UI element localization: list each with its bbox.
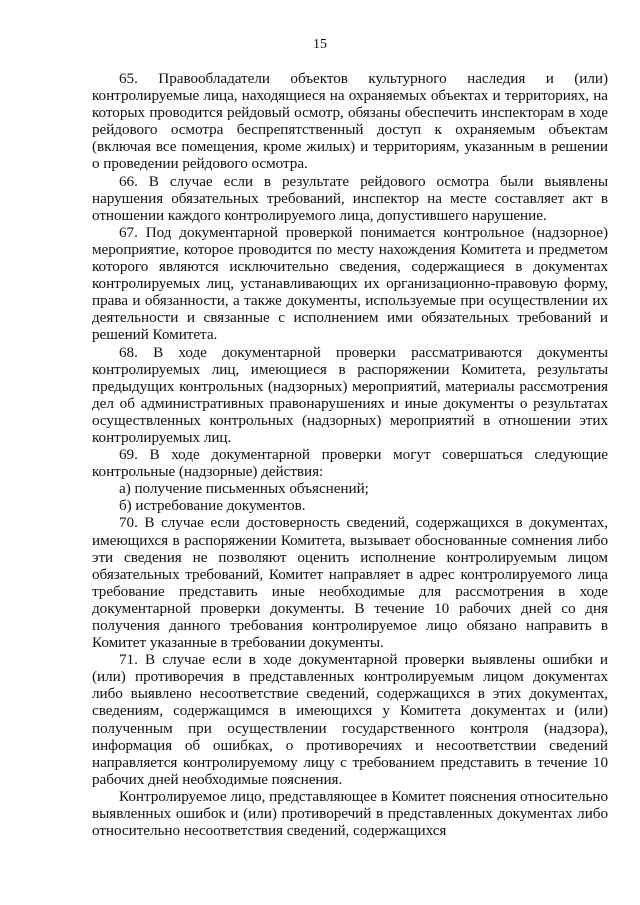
list-item-a: а) получение письменных объяснений; <box>119 480 369 498</box>
document-body <box>92 70 608 839</box>
paragraph-65: 65. Правообладатели объектов культурного наследия и (или) контролируемые лица, находящиеся на охраняемых объектах и территориях, на которых проводится рейдовый осмотр, обязаны обеспечить инспекторам в ходе рейдового осмотра беспрепятственный доступ к охраняемым объектам (включая все помещения, кроме жилых) и территориям, указанным в решении о проведении рейдового осмотра. <box>92 70 608 173</box>
paragraph-71: 71. В случае если в ходе документарной проверки выявлены ошибки и (или) противоречия в представленных контролируемым лицом документах либо выявлено несоответствие сведений, содержащихся в этих документах, сведениям, содержащимся в имеющихся у Комитета документах и (или) полученным при осуществлении государственного контроля (надзора), информация об ошибках, о противоречиях и несоответствии сведений направляется контролируемому лицу с требованием представить в течение 10 рабочих дней необходимые пояснения. <box>92 651 608 788</box>
paragraph-66: 66. В случае если в результате рейдового осмотра были выявлены нарушения обязательных требований, инспектор на месте составляет акт в отношении каждого контролируемого лица, допустившего нарушение. <box>92 172 608 224</box>
paragraph-67: 67. Под документарной проверкой понимается контрольное (надзорное) мероприятие, которое проводится по месту нахождения Комитета и предметом которого являются исключительно сведения, содержащиеся в документах контролируемых лиц, устанавливающих их организационно-правовую форму, права и обязанности, а также документы, используемые при осуществлении их деятельности и связанные с исполнением ими обязательных требований и решений Комитета. <box>92 223 608 344</box>
paragraph-69: 69. В ходе документарной проверки могут совершаться следующие контрольные (надзорные) действия: <box>92 446 608 481</box>
paragraph-68: 68. В ходе документарной проверки рассматриваются документы контролируемых лиц, имеющиеся в распоряжении Комитета, результаты предыдущих контрольных (надзорных) мероприятий, материалы рассмотрения дел об административных правонарушениях и иные документы о результатах осуществленных контрольных (надзорных) мероприятий в отношении этих контролируемых лиц. <box>92 343 608 446</box>
paragraph-70: 70. В случае если достоверность сведений, содержащихся в документах, имеющихся в распоряжении Комитета, вызывает обоснованные сомнения либо эти сведения не позволяют оценить исполнение контролируемым лицом обязательных требований, Комитет направляет в адрес контролируемого лица требование представить иные необходимые для рассмотрения в ходе документарной проверки документы. В течение 10 рабочих дней со дня получения данного требования контролируемое лицо обязано направить в Комитет указанные в требовании документы. <box>92 514 608 652</box>
list-item-b: б) истребование документов. <box>119 497 306 515</box>
paragraph-71-continuation: Контролируемое лицо, представляющее в Комитет пояснения относительно выявленных ошибок и (или) противоречий в представленных документах либо относительно несоответствия сведений, содержащихся <box>92 787 608 840</box>
page-number: 15 <box>313 37 327 52</box>
